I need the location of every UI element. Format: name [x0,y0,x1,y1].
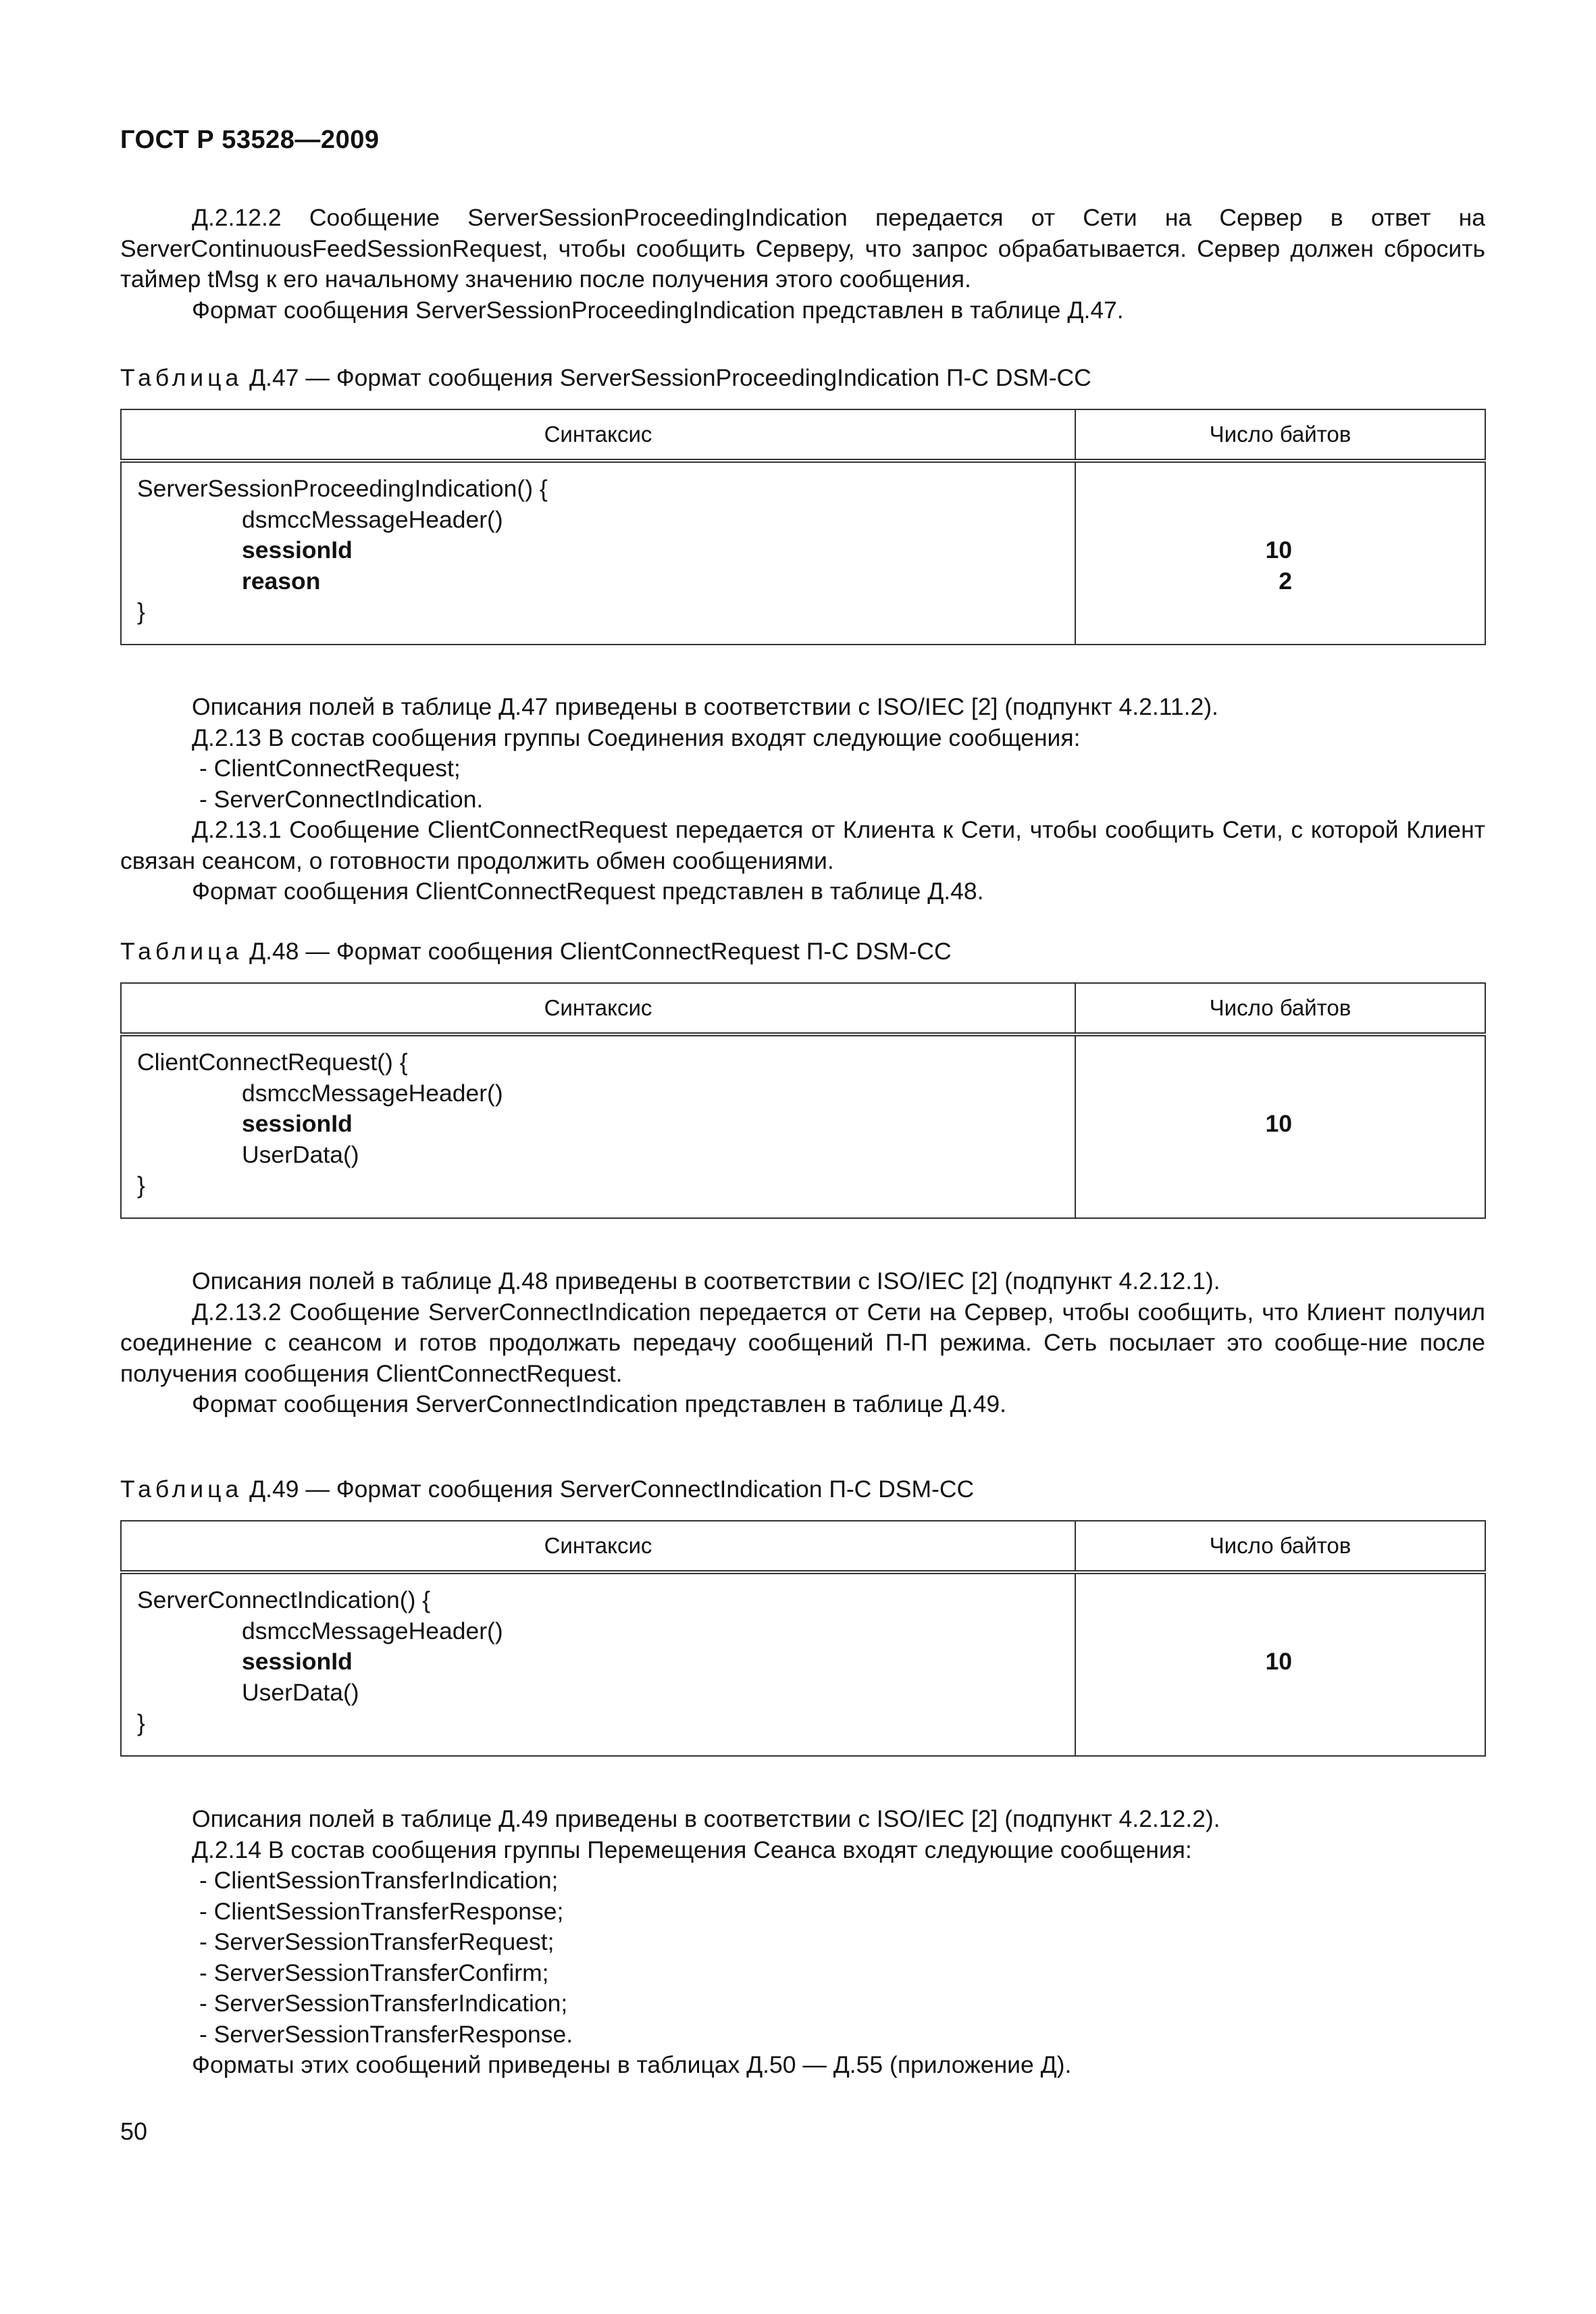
code-line: ServerSessionProceedingIndication() { [137,475,548,502]
table-d48 [120,982,1486,1219]
code-line: sessionId [242,536,353,563]
byte-value: 2 [1279,567,1292,595]
header-bytes: Число байтов [1075,983,1485,1034]
header-syntax: Синтаксис [121,409,1075,461]
code-line: dsmccMessageHeader() [242,505,503,533]
list-item: - ClientSessionTransferResponse; [199,1897,564,1925]
list-item: - ServerConnectIndication. [199,785,484,813]
list-item: - ServerSessionTransferResponse. [199,2020,573,2048]
syntax-cell [121,1034,1075,1218]
code-line: dsmccMessageHeader() [242,1079,503,1107]
paragraph-block-3 [120,1266,1485,1420]
caption-word: Таблица [120,938,243,965]
paragraph-d-2-12-2 [120,203,1485,326]
paragraph-text: Формат сообщения ClientConnectRequest представлен в таблице Д.48. [192,878,984,905]
code-line: ClientConnectRequest() { [137,1049,408,1076]
code-line: UserData() [242,1140,359,1168]
code-line: } [137,1172,145,1199]
paragraph-text: Д.2.12.2 Сообщение ServerSessionProceedingIndication передается от Сети на Сервер в ответ на ServerContinuousFeedSessionRequest, чтобы сообщить Серверу, что запрос обрабатывается. Сервер должен сбросить таймер tMsg к его начальному значению после получения этого сообщения. [120,204,1485,293]
list-item: - ServerSessionTransferConfirm; [199,1959,549,1986]
list-item: - ServerSessionTransferRequest; [199,1928,555,1955]
syntax-cell [121,1572,1075,1756]
table-caption-d48 [120,936,952,967]
bytes-cell [1075,461,1485,645]
code-line: } [137,1709,145,1736]
paragraph-block-4 [120,1804,1485,2081]
syntax-cell [121,461,1075,645]
table-caption-d47 [120,363,1091,393]
code-line: reason [242,567,321,595]
caption-word: Таблица [120,364,243,391]
paragraph-text: Д.2.14 В состав сообщения группы Перемещения Сеанса входят следующие сообщения: [192,1836,1192,1863]
byte-value: 10 [1265,1110,1292,1137]
bytes-cell [1075,1034,1485,1218]
code-line: UserData() [242,1678,359,1706]
paragraph-text: Формат сообщения ServerSessionProceedingIndication представлен в таблице Д.47. [192,296,1124,324]
byte-value: 10 [1265,1648,1292,1675]
paragraph-text: Описания полей в таблице Д.47 приведены в соответствии с ISO/IEC [2] (подпункт 4.2.11.2). [192,693,1218,720]
code-line: } [137,598,145,625]
table-d49 [120,1520,1486,1757]
paragraph-text: Форматы этих сообщений приведены в таблицах Д.50 — Д.55 (приложение Д). [192,2051,1072,2078]
list-item: - ClientSessionTransferIndication; [199,1867,559,1894]
paragraph-text: Формат сообщения ServerConnectIndication представлен в таблице Д.49. [192,1390,1006,1417]
paragraph-text: Описания полей в таблице Д.49 приведены в соответствии с ISO/IEC [2] (подпункт 4.2.12.2). [192,1805,1220,1832]
list-item: - ClientConnectRequest; [199,755,461,782]
byte-value: 10 [1265,536,1292,563]
header-bytes: Число байтов [1075,409,1485,461]
paragraph-text: Описания полей в таблице Д.48 приведены в соответствии с ISO/IEC [2] (подпункт 4.2.12.1). [192,1267,1220,1294]
caption-text: Д.49 — Формат сообщения ServerConnectIndication П-С DSM-CC [249,1476,975,1503]
paragraph-block-2 [120,692,1485,907]
caption-text: Д.48 — Формат сообщения ClientConnectRequest П-С DSM-CC [249,938,952,965]
caption-text: Д.47 — Формат сообщения ServerSessionProceedingIndication П-С DSM-CC [249,364,1091,391]
header-bytes: Число байтов [1075,1521,1485,1572]
table-d47 [120,409,1486,645]
document-header: ГОСТ Р 53528—2009 [120,126,380,154]
paragraph-text: Д.2.13.1 Сообщение ClientConnectRequest передается от Клиента к Сети, чтобы сообщить Сети, с которой Клиент связан сеансом, о готовности продолжить обмен сообщениями. [120,816,1485,874]
header-syntax: Синтаксис [121,1521,1075,1572]
page-number: 50 [120,2117,148,2145]
header-syntax: Синтаксис [121,983,1075,1034]
list-item: - ServerSessionTransferIndication; [199,1990,568,2017]
paragraph-text: Д.2.13 В состав сообщения группы Соединения входят следующие сообщения: [192,724,1081,751]
caption-word: Таблица [120,1476,243,1503]
code-line: ServerConnectIndication() { [137,1586,431,1613]
table-caption-d49 [120,1474,974,1505]
code-line: sessionId [242,1648,353,1675]
paragraph-text: Д.2.13.2 Сообщение ServerConnectIndication передается от Сети на Сервер, чтобы сообщить, что Клиент получил соединение с сеансом и готов продолжать передачу сообщений П-П режима. Сеть посылает это сообще-ние после получения сообщения ClientConnectRequest. [120,1298,1485,1387]
code-line: dsmccMessageHeader() [242,1617,503,1644]
code-line: sessionId [242,1110,353,1137]
bytes-cell [1075,1572,1485,1756]
